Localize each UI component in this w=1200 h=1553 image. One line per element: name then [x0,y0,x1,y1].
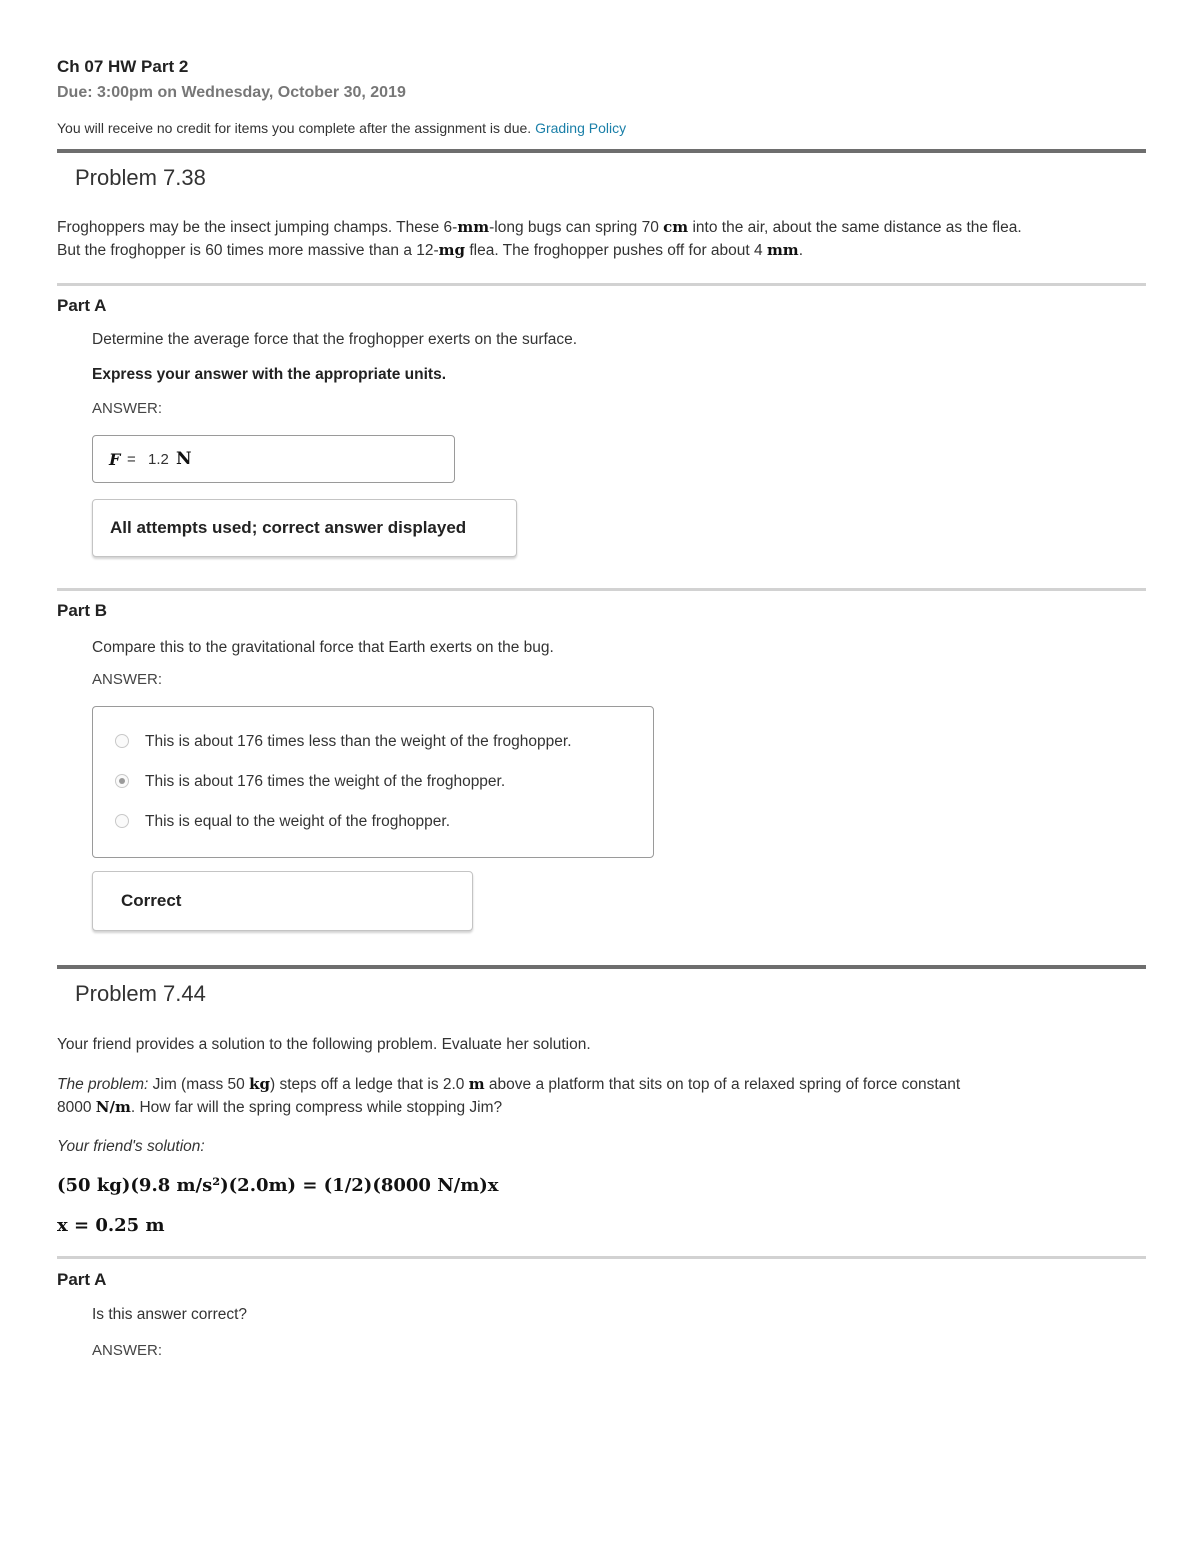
part-a-question: Determine the average force that the froghopper exerts on the surface. [92,331,578,348]
radio-button[interactable] [115,814,129,828]
radio-button-selected[interactable] [115,774,129,788]
solution-label: Your friend's solution: [57,1138,205,1155]
answer-label: ANSWER: [92,671,163,688]
answer-value: 1.2 [148,451,169,468]
part-divider [57,1256,1146,1259]
answer-label: ANSWER: [92,400,163,417]
answer-variable: F [109,450,121,469]
late-notice [57,120,626,136]
part-b-feedback: Correct [92,871,473,931]
answer-field[interactable] [92,435,455,483]
assignment-title: Ch 07 HW Part 2 [57,57,189,76]
problem-intro: Your friend provides a solution to the following problem. Evaluate her solution. [57,1036,591,1053]
radio-button[interactable] [115,734,129,748]
choice-group: This is about 176 times less than the weight of the froghopper. This is about 176 times the weight of the froghopper. This is equal to the weight of the froghopper. [92,706,654,858]
problem-divider [57,149,1146,153]
problem-statement: Froghoppers may be the insect jumping champs. These 6-mm-long bugs can spring 70 cm into the air, about the same distance as the flea. But the froghopper is 60 times more massive than a 12-mg flea. The froghopper pushes off for about 4 mm. [57,218,1022,259]
problem-text: The problem: Jim (mass 50 kg) steps off a ledge that is 2.0 m above a platform that sits on top of a relaxed spring of force constant 8000 N/m. How far will the spring compress while stopping Jim? [57,1075,961,1116]
part-a-feedback: All attempts used; correct answer displayed [92,499,517,557]
part-a-label: Part A [57,296,107,315]
part-divider [57,283,1146,286]
solution-equation: (50 kg)(9.8 m/s²)(2.0m) = (1/2)(8000 N/m)x [57,1175,499,1196]
answer-label: ANSWER: [92,1342,163,1359]
part-a-question: Is this answer correct? [92,1306,248,1323]
problem-divider [57,965,1146,969]
problem-title: Problem 7.38 [75,165,206,190]
problem-title: Problem 7.44 [75,981,206,1006]
answer-equals: = [127,451,136,468]
part-a-instruction: Express your answer with the appropriate units. [92,366,447,383]
solution-result: x = 0.25 m [57,1215,165,1236]
part-b-question: Compare this to the gravitational force that Earth exerts on the bug. [92,639,554,656]
part-divider [57,588,1146,591]
part-a-label: Part A [57,1270,107,1289]
grading-policy-link[interactable]: Grading Policy [535,120,627,136]
late-notice-text: You will receive no credit for items you complete after the assignment is due. [57,120,532,136]
answer-unit: N [176,449,192,469]
due-date: Due: 3:00pm on Wednesday, October 30, 2019 [57,84,406,101]
part-b-label: Part B [57,601,108,620]
